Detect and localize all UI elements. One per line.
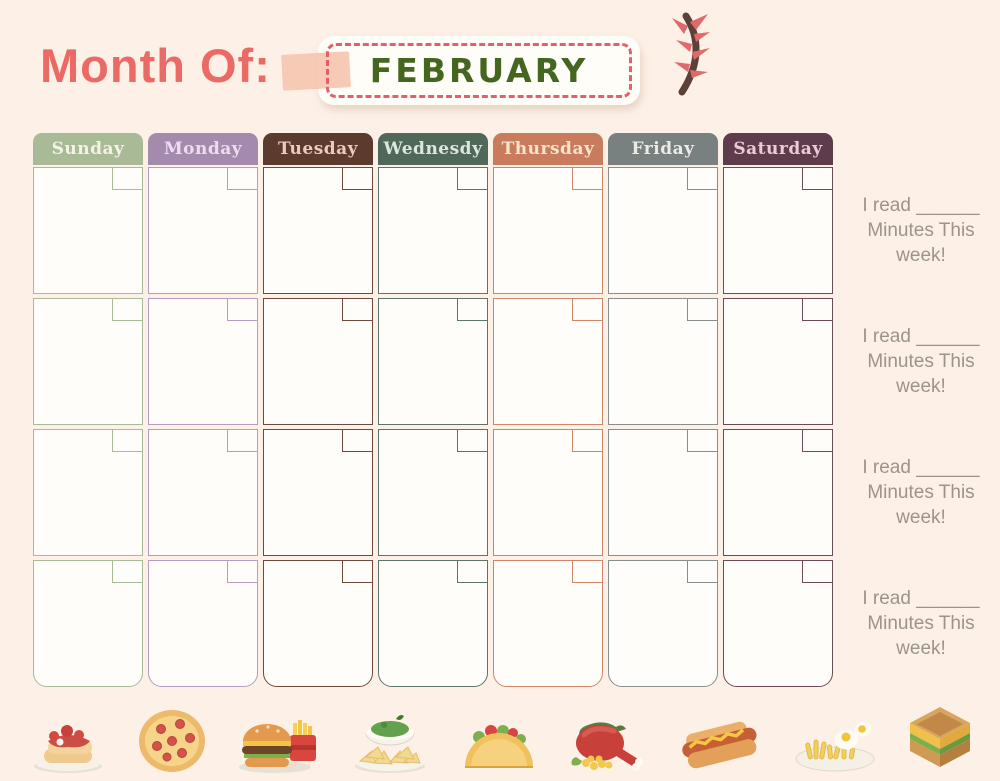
calendar-cell[interactable]	[723, 167, 833, 294]
day-header-monday: Monday	[148, 133, 258, 165]
column-cells	[263, 167, 373, 687]
reading-note-line: week!	[896, 638, 946, 660]
month-banner-frame	[326, 43, 632, 98]
calendar-cell[interactable]	[493, 167, 603, 294]
reading-note-line: Minutes This	[867, 481, 975, 503]
column-cells	[723, 167, 833, 687]
day-header-sunday: Sunday	[33, 133, 143, 165]
column-cells	[608, 167, 718, 687]
eggs-and-fries-icon	[789, 715, 881, 775]
reading-note-line: Minutes This	[867, 612, 975, 634]
date-box	[802, 168, 832, 190]
reading-note-week-2	[845, 298, 997, 425]
calendar-cell[interactable]	[723, 560, 833, 687]
date-box	[802, 430, 832, 452]
calendar-cell[interactable]	[263, 298, 373, 425]
food-icons-row	[0, 691, 1000, 775]
calendar-cell[interactable]	[608, 429, 718, 556]
reading-note-line: week!	[896, 507, 946, 529]
date-box	[457, 299, 487, 321]
calendar-cell[interactable]	[493, 298, 603, 425]
calendar-column-thursday	[493, 133, 603, 687]
date-box	[572, 561, 602, 583]
calendar-cell[interactable]	[493, 560, 603, 687]
calendar-column-saturday	[723, 133, 833, 687]
calendar-cell[interactable]	[33, 298, 143, 425]
calendar-cell[interactable]	[378, 167, 488, 294]
date-box	[687, 430, 717, 452]
pizza-icon	[135, 703, 209, 775]
date-box	[342, 561, 372, 583]
calendar-cell[interactable]	[263, 429, 373, 556]
date-box	[457, 430, 487, 452]
date-box	[802, 561, 832, 583]
day-header-thursday: Thursday	[493, 133, 603, 165]
calendar-cell[interactable]	[378, 429, 488, 556]
calendar-cell[interactable]	[723, 298, 833, 425]
date-box	[342, 168, 372, 190]
calendar-cell[interactable]	[493, 429, 603, 556]
column-cells	[33, 167, 143, 687]
reading-note-line[interactable]: I read ______	[862, 587, 980, 609]
reading-note-line: Minutes This	[867, 350, 975, 372]
calendar-cell[interactable]	[33, 560, 143, 687]
reading-note-line: week!	[896, 376, 946, 398]
pancakes-icon	[24, 709, 112, 775]
calendar-cell[interactable]	[148, 167, 258, 294]
calendar-column-sunday	[33, 133, 143, 687]
branch-decoration-icon	[650, 8, 712, 100]
date-box	[112, 561, 142, 583]
guacamole-and-chips-icon	[346, 707, 434, 775]
calendar-cell[interactable]	[608, 167, 718, 294]
date-box	[572, 430, 602, 452]
calendar-column-friday	[608, 133, 718, 687]
calendar-cell[interactable]	[608, 298, 718, 425]
reading-note-week-4	[845, 560, 997, 687]
reading-note-line[interactable]: I read ______	[862, 325, 980, 347]
reading-note-line: Minutes This	[867, 219, 975, 241]
taco-icon	[457, 711, 541, 775]
hot-dog-icon	[674, 713, 766, 775]
date-box	[457, 168, 487, 190]
calendar-cell[interactable]	[723, 429, 833, 556]
date-box	[457, 561, 487, 583]
column-cells	[148, 167, 258, 687]
date-box	[687, 299, 717, 321]
date-box	[572, 168, 602, 190]
date-box	[687, 168, 717, 190]
calendar-cell[interactable]	[263, 560, 373, 687]
date-box	[227, 561, 257, 583]
calendar-cell[interactable]	[148, 560, 258, 687]
sandwich-icon	[904, 703, 976, 775]
column-cells	[378, 167, 488, 687]
reading-note-week-3	[845, 429, 997, 556]
roast-chicken-icon	[564, 709, 650, 775]
date-box	[227, 299, 257, 321]
date-box	[802, 299, 832, 321]
date-box	[687, 561, 717, 583]
calendar-cell[interactable]	[33, 429, 143, 556]
calendar-grid	[33, 133, 833, 687]
date-box	[342, 430, 372, 452]
burger-and-fries-icon	[233, 705, 323, 775]
calendar-cell[interactable]	[33, 167, 143, 294]
calendar-cell[interactable]	[378, 560, 488, 687]
reading-note-line[interactable]: I read ______	[862, 456, 980, 478]
date-box	[572, 299, 602, 321]
reading-note-week-1	[845, 167, 997, 294]
month-name: FEBRUARY	[369, 51, 589, 90]
day-header-wednesday: Wednesdy	[378, 133, 488, 165]
day-header-saturday: Saturday	[723, 133, 833, 165]
calendar-column-monday	[148, 133, 258, 687]
calendar-cell[interactable]	[608, 560, 718, 687]
date-box	[227, 168, 257, 190]
page-title: Month Of:	[40, 39, 271, 92]
date-box	[112, 430, 142, 452]
day-header-tuesday: Tuesday	[263, 133, 373, 165]
calendar-cell[interactable]	[148, 429, 258, 556]
date-box	[112, 168, 142, 190]
reading-note-line: week!	[896, 245, 946, 267]
reading-note-line[interactable]: I read ______	[862, 194, 980, 216]
column-cells	[493, 167, 603, 687]
date-box	[227, 430, 257, 452]
day-header-friday: Friday	[608, 133, 718, 165]
date-box	[112, 299, 142, 321]
calendar-column-wednesday	[378, 133, 488, 687]
calendar-cell[interactable]	[378, 298, 488, 425]
calendar-cell[interactable]	[263, 167, 373, 294]
calendar-column-tuesday	[263, 133, 373, 687]
reading-notes	[845, 167, 997, 687]
calendar-cell[interactable]	[148, 298, 258, 425]
month-banner	[318, 36, 640, 105]
date-box	[342, 299, 372, 321]
